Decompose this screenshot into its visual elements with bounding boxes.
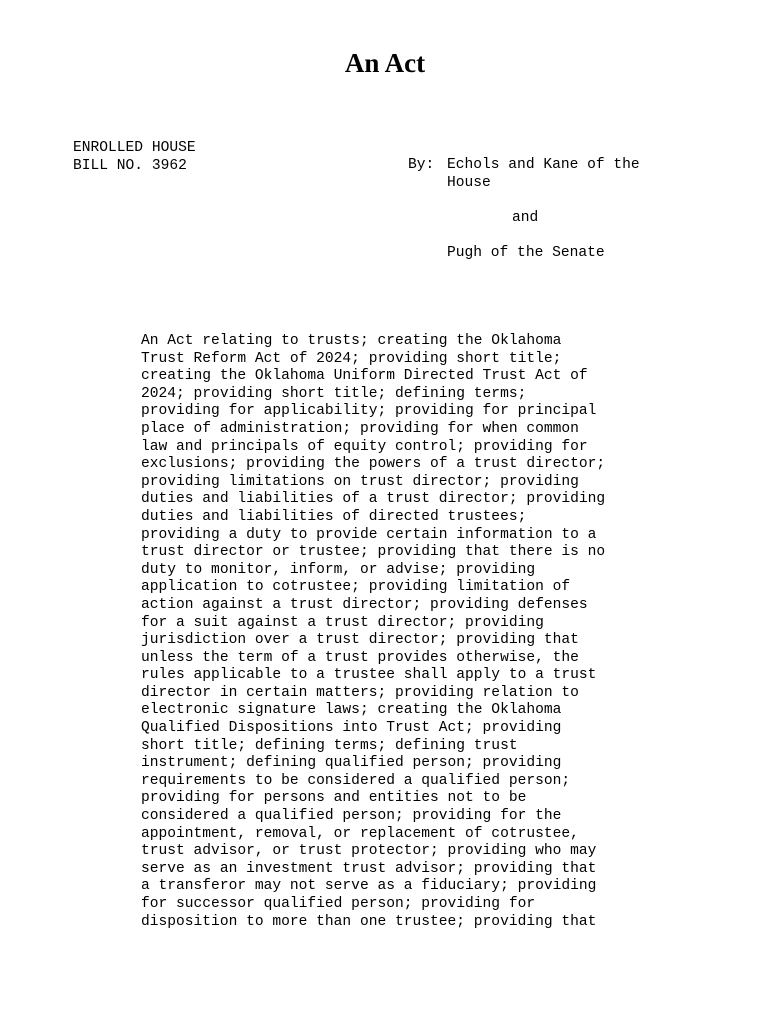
body-text-line: providing for applicability; providing for principal xyxy=(141,403,597,420)
bill-identifier xyxy=(73,140,196,175)
body-text-line: providing limitations on trust director; providing xyxy=(141,473,579,490)
body-text-line: application to cotrustee; providing limitation of xyxy=(141,579,571,596)
body-text-line: short title; defining terms; defining trust xyxy=(141,737,518,754)
body-text-line: trust advisor, or trust protector; providing who may xyxy=(141,843,597,860)
body-text-line: director in certain matters; providing relation to xyxy=(141,684,579,701)
bill-id-line-1: ENROLLED HOUSE xyxy=(73,140,196,156)
sponsor-conjunction: and xyxy=(512,210,539,226)
body-text-line: law and principals of equity control; providing for xyxy=(141,438,588,455)
body-text-line: duties and liabilities of directed trustees; xyxy=(141,508,527,525)
body-text-line: rules applicable to a trustee shall apply to a trust xyxy=(141,667,597,684)
body-text-line: serve as an investment trust advisor; providing that xyxy=(141,860,597,877)
body-text-line: disposition to more than one trustee; providing that xyxy=(141,913,597,930)
sponsor-by-label: By: xyxy=(408,157,435,173)
body-text-line: instrument; defining qualified person; providing xyxy=(141,755,562,772)
body-text-line: providing for persons and entities not to be xyxy=(141,790,527,807)
body-text-line: 2024; providing short title; defining terms; xyxy=(141,385,527,402)
body-text-line: appointment, removal, or replacement of cotrustee, xyxy=(141,825,579,842)
bill-id-line-2: BILL NO. 3962 xyxy=(73,157,187,174)
body-text-line: place of administration; providing for when common xyxy=(141,420,579,437)
house-sponsors-line-1: Echols and Kane of the xyxy=(447,157,640,173)
body-text-line: a transferor may not serve as a fiduciary; providing xyxy=(141,878,597,895)
body-text-line: trust director or trustee; providing that there is no xyxy=(141,544,606,561)
body-text-line: action against a trust director; providing defenses xyxy=(141,596,588,613)
body-text-line: electronic signature laws; creating the Oklahoma xyxy=(141,702,562,719)
body-text-line: An Act relating to trusts; creating the Oklahoma xyxy=(141,333,562,349)
house-sponsors-line-2: House xyxy=(447,174,491,191)
body-text-line: jurisdiction over a trust director; providing that xyxy=(141,632,579,649)
senate-sponsor: Pugh of the Senate xyxy=(447,245,605,261)
body-text-line: duty to monitor, inform, or advise; providing xyxy=(141,561,536,578)
body-text-line: duties and liabilities of a trust director; providing xyxy=(141,491,606,508)
page-title: An Act xyxy=(344,48,426,78)
body-text-line: exclusions; providing the powers of a trust director; xyxy=(141,456,606,473)
act-title-paragraph xyxy=(141,333,605,931)
body-text-line: for a suit against a trust director; providing xyxy=(141,614,544,631)
body-text-line: Qualified Dispositions into Trust Act; providing xyxy=(141,720,562,737)
house-sponsors xyxy=(447,157,640,192)
body-text-line: requirements to be considered a qualified person; xyxy=(141,772,571,789)
body-text-line: unless the term of a trust provides otherwise, the xyxy=(141,649,579,666)
body-text-line: for successor qualified person; providing for xyxy=(141,896,536,912)
body-text-line: considered a qualified person; providing for the xyxy=(141,808,562,825)
body-text-line: providing a duty to provide certain information to a xyxy=(141,526,597,543)
body-text-line: Trust Reform Act of 2024; providing short title; xyxy=(141,350,562,367)
body-text-line: creating the Oklahoma Uniform Directed Trust Act of xyxy=(141,368,588,385)
